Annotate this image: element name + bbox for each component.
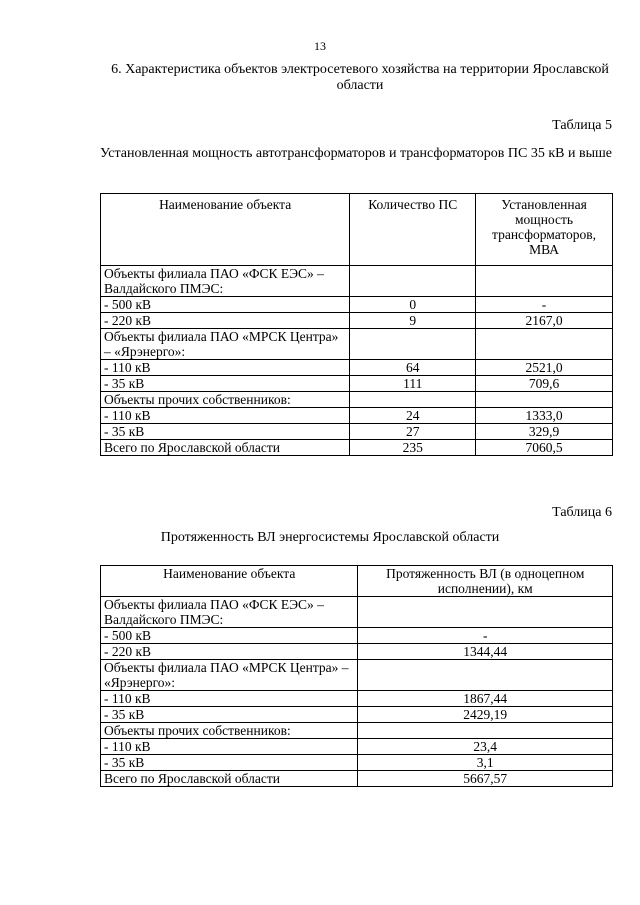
table-row bbox=[101, 644, 613, 660]
row-count-cell: 0 bbox=[350, 297, 476, 313]
row-name-cell: Объекты филиала ПАО «МРСК Центра» – «Ярэнерго»: bbox=[101, 660, 358, 691]
table-row bbox=[101, 408, 613, 424]
row-name-cell: Объекты филиала ПАО «МРСК Центра» – «Ярэнерго»: bbox=[101, 329, 350, 360]
row-length-cell: 23,4 bbox=[358, 739, 613, 755]
table-row bbox=[101, 392, 613, 408]
row-length-cell: 2429,19 bbox=[358, 707, 613, 723]
row-power-cell: 709,6 bbox=[476, 376, 613, 392]
row-name-cell: Всего по Ярославской области bbox=[101, 440, 350, 456]
table-row bbox=[101, 691, 613, 707]
row-name-cell: Всего по Ярославской области bbox=[101, 771, 358, 787]
row-length-cell: 3,1 bbox=[358, 755, 613, 771]
row-name-cell: - 110 кВ bbox=[101, 739, 358, 755]
row-name-cell: - 35 кВ bbox=[101, 376, 350, 392]
table-row bbox=[101, 755, 613, 771]
table-row bbox=[101, 707, 613, 723]
row-name-cell: Объекты прочих собственников: bbox=[101, 723, 358, 739]
row-power-cell: 329,9 bbox=[476, 424, 613, 440]
row-name-cell: - 220 кВ bbox=[101, 313, 350, 329]
table6 bbox=[100, 565, 613, 787]
row-count-cell: 64 bbox=[350, 360, 476, 376]
row-count-cell: 24 bbox=[350, 408, 476, 424]
row-count-cell bbox=[350, 266, 476, 297]
table-row bbox=[101, 739, 613, 755]
row-count-cell: 235 bbox=[350, 440, 476, 456]
table5 bbox=[100, 193, 613, 456]
row-name-cell: Объекты филиала ПАО «ФСК ЕЭС» – Валдайского ПМЭС: bbox=[101, 266, 350, 297]
page-number: 13 bbox=[314, 39, 326, 53]
row-length-cell: 5667,57 bbox=[358, 771, 613, 787]
row-name-cell: - 35 кВ bbox=[101, 424, 350, 440]
table5-caption: Установленная мощность автотрансформаторов и трансформаторов ПС 35 кВ и выше bbox=[100, 146, 613, 161]
row-count-cell bbox=[350, 392, 476, 408]
table5-header-power: Установленная мощность трансформаторов, МВА bbox=[476, 194, 613, 266]
row-length-cell: - bbox=[358, 628, 613, 644]
row-power-cell bbox=[476, 266, 613, 297]
table6-caption: Протяженность ВЛ энергосистемы Ярославской области bbox=[160, 530, 500, 545]
row-name-cell: - 35 кВ bbox=[101, 755, 358, 771]
table-row bbox=[101, 313, 613, 329]
row-length-cell bbox=[358, 723, 613, 739]
table5-header-row bbox=[101, 194, 613, 266]
row-name-cell: - 500 кВ bbox=[101, 628, 358, 644]
table-row bbox=[101, 660, 613, 691]
table-row bbox=[101, 771, 613, 787]
table-row bbox=[101, 376, 613, 392]
row-name-cell: - 110 кВ bbox=[101, 360, 350, 376]
row-count-cell: 27 bbox=[350, 424, 476, 440]
table5-header-count: Количество ПС bbox=[350, 194, 476, 266]
table-row bbox=[101, 297, 613, 313]
row-name-cell: - 110 кВ bbox=[101, 408, 350, 424]
row-length-cell: 1867,44 bbox=[358, 691, 613, 707]
row-power-cell: 7060,5 bbox=[476, 440, 613, 456]
table-row bbox=[101, 266, 613, 297]
row-power-cell: 2167,0 bbox=[476, 313, 613, 329]
table5-label: Таблица 5 bbox=[552, 118, 612, 133]
table6-label: Таблица 6 bbox=[552, 505, 612, 520]
table6-header-row bbox=[101, 566, 613, 597]
table6-header-length: Протяженность ВЛ (в одноцепном исполнении), км bbox=[358, 566, 613, 597]
row-power-cell bbox=[476, 392, 613, 408]
table-row bbox=[101, 628, 613, 644]
row-count-cell: 9 bbox=[350, 313, 476, 329]
table5-header-name: Наименование объекта bbox=[101, 194, 350, 266]
row-count-cell: 111 bbox=[350, 376, 476, 392]
row-length-cell: 1344,44 bbox=[358, 644, 613, 660]
table-row bbox=[101, 723, 613, 739]
table-row bbox=[101, 424, 613, 440]
row-name-cell: - 35 кВ bbox=[101, 707, 358, 723]
row-length-cell bbox=[358, 597, 613, 628]
row-power-cell: - bbox=[476, 297, 613, 313]
table-row bbox=[101, 360, 613, 376]
row-name-cell: Объекты филиала ПАО «ФСК ЕЭС» – Валдайского ПМЭС: bbox=[101, 597, 358, 628]
row-name-cell: Объекты прочих собственников: bbox=[101, 392, 350, 408]
table-row bbox=[101, 329, 613, 360]
table6-header-name: Наименование объекта bbox=[101, 566, 358, 597]
row-power-cell: 2521,0 bbox=[476, 360, 613, 376]
table-row bbox=[101, 440, 613, 456]
row-count-cell bbox=[350, 329, 476, 360]
row-name-cell: - 220 кВ bbox=[101, 644, 358, 660]
row-power-cell: 1333,0 bbox=[476, 408, 613, 424]
section-title: 6. Характеристика объектов электросетевого хозяйства на территории Ярославской области bbox=[111, 62, 609, 93]
row-power-cell bbox=[476, 329, 613, 360]
row-length-cell bbox=[358, 660, 613, 691]
row-name-cell: - 500 кВ bbox=[101, 297, 350, 313]
row-name-cell: - 110 кВ bbox=[101, 691, 358, 707]
table-row bbox=[101, 597, 613, 628]
